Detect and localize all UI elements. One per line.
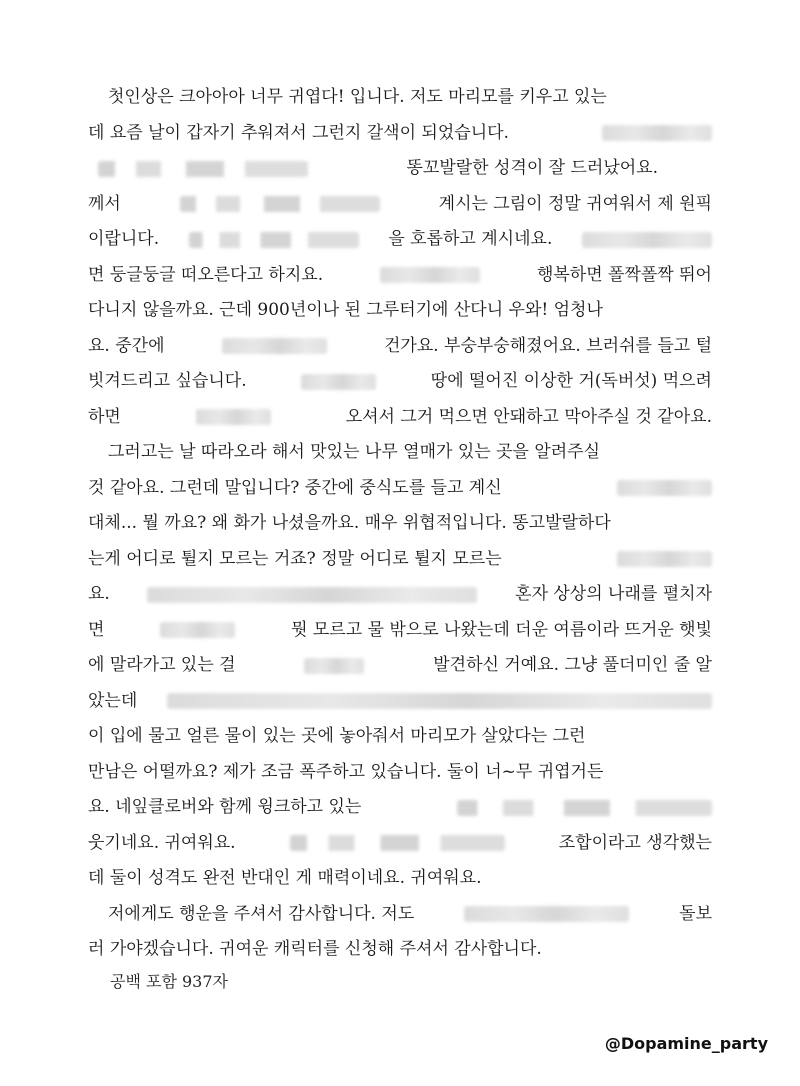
text-segment: 이랍니다. [88,229,160,249]
text-segment: 행복하면 폴짝폴짝 뛰어 [536,264,712,285]
redacted-blur [180,196,380,212]
redacted-blur [602,125,712,141]
text-line-10 [88,400,712,436]
text-segment: 그러고는 날 따라오라 해서 맛있는 나무 열매가 있는 곳을 알려주실 [108,442,601,462]
text-segment: 조합이라고 생각했는 [558,832,712,853]
text-segment: 러 가야겠습니다. 귀여운 캐릭터를 신청해 주셔서 감사합니다. [88,939,542,959]
text-segment: 았는데 [88,690,138,711]
redacted-blur [290,835,505,851]
letter-body [88,80,712,968]
text-line-2 [88,116,712,152]
text-segment: 혼자 상상의 나래를 펼치자 [515,584,712,604]
character-count: 공백 포함 937자 [110,972,228,991]
text-line-20 [88,755,712,791]
text-line-25 [88,932,712,968]
redacted-blur [582,232,712,248]
text-line-12 [88,471,712,507]
text-segment: 다니지 않을까요. 근데 900년이나 된 그루터기에 산다니 우와! 엄청나 [88,300,603,320]
text-segment: 에 말라가고 있는 걸 [88,655,236,675]
redacted-blur [464,906,629,922]
redacted-blur [380,267,480,283]
text-line-8 [88,329,712,365]
redacted-blur [617,551,712,567]
watermark-handle: @Dopamine_party [604,1034,768,1053]
text-line-14 [88,542,712,578]
text-segment: 땅에 떨어진 이상한 거(독버섯) 먹으려 [430,371,712,391]
text-line-18 [88,684,712,720]
text-line-13 [88,506,712,542]
text-segment: 웃기네요. 귀여워요. [88,832,236,853]
redacted-blur [196,409,271,425]
text-line-3 [88,151,712,187]
text-line-15 [88,577,712,613]
text-line-17 [88,648,712,684]
text-segment: 요. [88,584,110,604]
text-segment: 께서 [88,193,121,214]
redacted-blur [98,161,308,177]
redacted-blur [617,480,712,496]
text-segment: 뭣 모르고 물 밖으로 나왔는데 더운 여름이라 뜨거운 햇빛 [291,619,712,640]
text-segment: 는게 어디로 튈지 모르는 거죠? 정말 어디로 튈지 모르는 [88,548,502,569]
text-line-1 [88,80,712,116]
redacted-blur [147,587,477,603]
text-segment: 계시는 그림이 정말 귀여워서 제 원픽 [438,193,712,214]
text-segment: 요. 중간에 [88,335,165,356]
redacted-blur [457,800,712,816]
text-line-4 [88,187,712,223]
text-line-21 [88,790,712,826]
text-segment: 을 호롭하고 계시네요. [388,229,553,249]
text-segment: 똥꼬발랄한 성격이 잘 드러났어요. [406,158,658,178]
text-segment: 요. 네잎클로버와 함께 윙크하고 있는 [88,797,362,817]
text-segment: 빗겨드리고 싶습니다. [88,371,247,391]
text-segment: 데 요즘 날이 갑자기 추워져서 그런지 갈색이 되었습니다. [88,122,509,143]
text-segment: 오셔서 그거 먹으면 안돼하고 막아주실 것 같아요. [345,406,712,427]
text-segment: 면 [88,619,105,640]
text-line-7 [88,293,712,329]
text-segment: 발견하신 거예요. 그냥 풀더미인 줄 알 [433,655,712,675]
redacted-blur [301,374,376,390]
text-line-16 [88,613,712,649]
text-segment: 하면 [88,406,121,427]
redacted-blur [167,693,712,709]
redacted-blur [304,658,364,674]
text-segment: 이 입에 물고 얼른 물이 있는 곳에 놓아줘서 마리모가 살았다는 그런 [88,726,586,746]
text-line-23 [88,861,712,897]
text-line-24 [88,897,712,933]
text-segment: 저에게도 행운을 주셔서 감사합니다. 저도 [108,903,415,924]
text-line-11 [88,435,712,471]
redacted-blur [189,232,359,248]
text-segment: 데 둘이 성격도 완전 반대인 게 매력이네요. 귀여워요. [88,868,482,888]
text-segment: 돌보 [679,903,712,924]
text-segment: 만남은 어떨까요? 제가 조금 폭주하고 있습니다. 둘이 너~무 귀엽거든 [88,761,604,782]
text-line-22 [88,826,712,862]
redacted-blur [160,622,235,638]
text-line-6 [88,258,712,294]
text-segment: 것 같아요. 그런데 말입니다? 중간에 중식도를 들고 계신 [88,477,502,498]
text-segment: 첫인상은 크아아아 너무 귀엽다! 입니다. 저도 마리모를 키우고 있는 [108,87,607,107]
text-segment: 면 둥글둥글 떠오른다고 하지요. [88,264,324,285]
text-segment: 건가요. 부숭부숭해졌어요. 브러쉬를 들고 털 [383,335,712,356]
text-line-9 [88,364,712,400]
text-line-5 [88,222,712,258]
redacted-blur [222,338,327,354]
text-segment: 대체... 뭘 까요? 왜 화가 나셨을까요. 매우 위협적입니다. 똥고발랄하다 [88,513,611,533]
text-line-19 [88,719,712,755]
